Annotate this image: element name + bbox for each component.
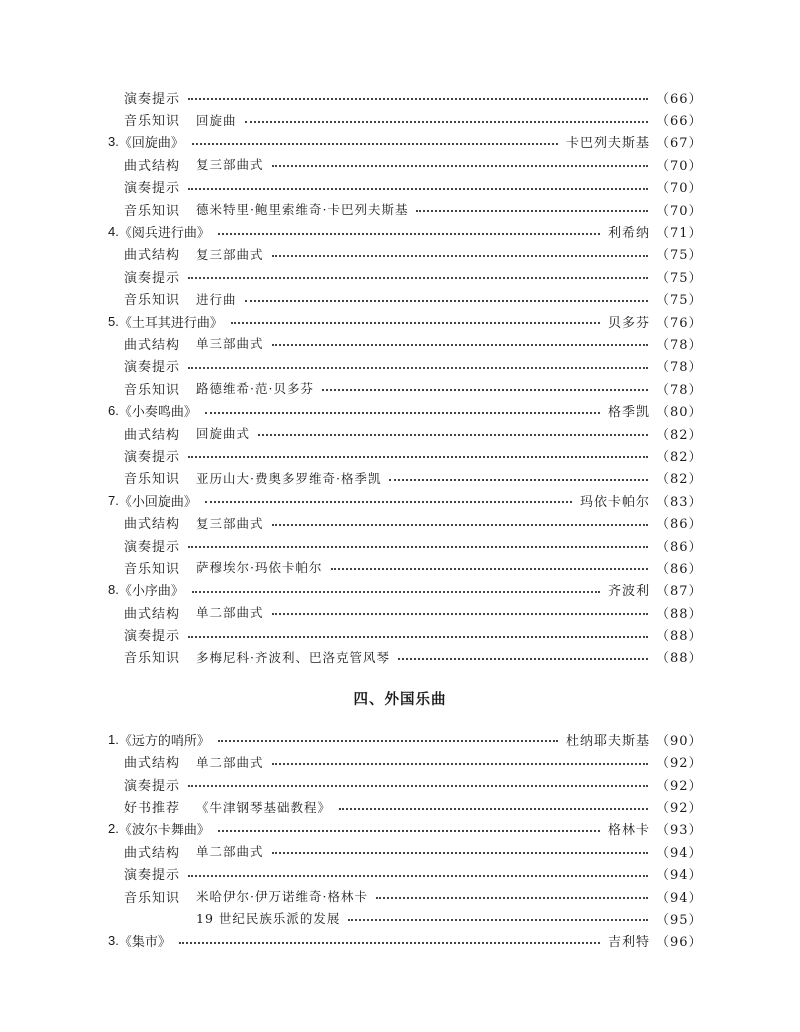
subentry-label: 音乐知识: [124, 472, 181, 488]
toc-subentry[interactable]: [0, 467, 800, 489]
dot-leader: [272, 613, 648, 615]
subentry-label: 曲式结构: [124, 158, 181, 174]
toc-subentry[interactable]: [0, 86, 800, 108]
entry-number: 7.: [108, 492, 119, 508]
page-number: （92）: [656, 778, 703, 794]
toc-entry[interactable]: [0, 930, 800, 952]
toc-subentry[interactable]: [0, 885, 800, 907]
page-number: （86）: [656, 539, 703, 555]
entry-title: 《远方的哨所》: [118, 733, 210, 749]
dot-leader: [205, 501, 572, 503]
dot-leader: [339, 808, 648, 810]
dot-leader: [188, 785, 648, 787]
dot-leader: [205, 412, 600, 414]
subentry-label: 曲式结构: [124, 517, 181, 533]
toc-subentry[interactable]: [0, 511, 800, 533]
entry-title: 《土耳其进行曲》: [118, 315, 223, 331]
dot-leader: [188, 875, 648, 877]
dot-leader: [188, 367, 648, 369]
dot-leader: [348, 919, 648, 921]
dot-leader: [188, 188, 648, 190]
subentry-label: 演奏提示: [124, 868, 181, 884]
dot-leader: [231, 322, 600, 324]
entry-title: 《小序曲》: [118, 584, 184, 600]
entry-title: 《波尔卡舞曲》: [118, 823, 210, 839]
page-number: （88）: [656, 651, 703, 667]
subentry-label: 曲式结构: [124, 248, 181, 264]
toc-entry[interactable]: [0, 131, 800, 153]
dot-leader: [389, 479, 648, 481]
dot-leader: [245, 121, 648, 123]
dot-leader: [272, 255, 648, 257]
entry-number: 1.: [108, 731, 119, 747]
subentry-text: 单三部曲式: [196, 336, 264, 352]
toc-subentry[interactable]: [0, 198, 800, 220]
entry-number: 5.: [108, 313, 119, 329]
entry-author: 齐波利: [607, 584, 650, 600]
toc-subentry[interactable]: [0, 288, 800, 310]
page-number: （94）: [656, 868, 703, 884]
toc-entry[interactable]: [0, 489, 800, 511]
subentry-text: 路德维希·范·贝多芬: [196, 381, 314, 397]
subentry-label: 演奏提示: [124, 360, 181, 376]
subentry-text: 萨穆埃尔·玛依卡帕尔: [196, 560, 323, 576]
page-number: （92）: [656, 801, 703, 817]
page-number: （92）: [656, 756, 703, 772]
page-number: （87）: [656, 584, 703, 600]
toc-subentry[interactable]: [0, 534, 800, 556]
entry-number: 4.: [108, 224, 119, 240]
toc-subentry[interactable]: [0, 332, 800, 354]
subentry-label: 演奏提示: [124, 270, 181, 286]
dot-leader: [272, 852, 648, 854]
page-number: （70）: [656, 181, 703, 197]
subentry-text: 单二部曲式: [196, 754, 264, 770]
page-number: （93）: [656, 823, 703, 839]
dot-leader: [218, 740, 558, 742]
section-title: 四、外国乐曲: [353, 690, 447, 708]
subentry-label: 曲式结构: [124, 845, 181, 861]
page-number: （88）: [656, 629, 703, 645]
subentry-text: 亚历山大·费奥多罗维奇·格季凯: [196, 470, 382, 486]
subentry-label: 好书推荐: [124, 801, 181, 817]
page-number: （75）: [656, 293, 703, 309]
toc-subentry[interactable]: [0, 108, 800, 130]
page-number: （86）: [656, 517, 703, 533]
subentry-label: 演奏提示: [124, 778, 181, 794]
subentry-label: 音乐知识: [124, 382, 181, 398]
toc-subentry[interactable]: [0, 243, 800, 265]
page-number: （66）: [656, 114, 703, 130]
toc-entry[interactable]: [0, 818, 800, 840]
page-number: （88）: [656, 606, 703, 622]
page-number: （66）: [656, 91, 703, 107]
page-number: （76）: [656, 315, 703, 331]
entry-author: 利希纳: [607, 226, 650, 242]
entry-author: 杜纳耶夫斯基: [565, 733, 650, 749]
toc-entry[interactable]: [0, 310, 800, 332]
subentry-label: 曲式结构: [124, 427, 181, 443]
subentry-label: 音乐知识: [124, 293, 181, 309]
entry-author: 格季凯: [607, 405, 650, 421]
page-number: （78）: [656, 360, 703, 376]
subentry-label: 音乐知识: [124, 203, 181, 219]
subentry-text: 复三部曲式: [196, 515, 264, 531]
entry-number: 3.: [108, 933, 119, 949]
entry-title: 《小奏鸣曲》: [118, 405, 197, 421]
page-number: （67）: [656, 136, 703, 152]
entry-author: 玛依卡帕尔: [579, 494, 650, 510]
dot-leader: [188, 456, 648, 458]
page-number: （70）: [656, 203, 703, 219]
toc-subentry[interactable]: [0, 176, 800, 198]
entry-number: 8.: [108, 582, 119, 598]
subentry-label: 音乐知识: [124, 890, 181, 906]
dot-leader: [192, 143, 558, 145]
subentry-label: 演奏提示: [124, 539, 181, 555]
subentry-text: 复三部曲式: [196, 157, 264, 173]
entry-title: 《阅兵进行曲》: [118, 226, 210, 242]
dot-leader: [188, 277, 648, 279]
subentry-text: 德米特里·鲍里索维奇·卡巴列夫斯基: [196, 202, 409, 218]
toc-entry[interactable]: [0, 728, 800, 750]
entry-title: 《小回旋曲》: [118, 494, 197, 510]
entry-number: 3.: [108, 134, 119, 150]
entry-author: 格林卡: [607, 823, 650, 839]
entry-title: 《集市》: [118, 935, 171, 951]
dot-leader: [398, 658, 648, 660]
dot-leader: [331, 568, 649, 570]
dot-leader: [322, 389, 648, 391]
entry-author: 贝多芬: [607, 315, 650, 331]
subentry-label: 音乐知识: [124, 561, 181, 577]
toc-subentry[interactable]: [0, 840, 800, 862]
toc-subentry[interactable]: [0, 601, 800, 623]
page-number: （70）: [656, 158, 703, 174]
dot-leader: [272, 344, 648, 346]
dot-leader: [272, 165, 648, 167]
dot-leader: [192, 591, 600, 593]
toc-subentry[interactable]: [0, 795, 800, 817]
toc-subentry[interactable]: [0, 907, 800, 929]
toc-subentry[interactable]: [0, 422, 800, 444]
toc-subentry[interactable]: [0, 444, 800, 466]
subentry-text: 单二部曲式: [196, 844, 264, 860]
subentry-text: 《牛津钢琴基础教程》: [196, 799, 332, 815]
subentry-text: 复三部曲式: [196, 246, 264, 262]
subentry-text: 单二部曲式: [196, 605, 264, 621]
subentry-label: 演奏提示: [124, 91, 181, 107]
toc-group-chinese-pieces: [0, 86, 800, 668]
page-number: （82）: [656, 472, 703, 488]
page-number: （78）: [656, 382, 703, 398]
page-number: （83）: [656, 494, 703, 510]
page-number: （78）: [656, 337, 703, 353]
page-number: （71）: [656, 226, 703, 242]
subentry-text: 回旋曲式: [196, 426, 251, 442]
toc-entry[interactable]: [0, 220, 800, 242]
subentry-label: 音乐知识: [124, 651, 181, 667]
entry-number: 2.: [108, 821, 119, 837]
dot-leader: [416, 210, 648, 212]
dot-leader: [376, 897, 648, 899]
subentry-text: 19 世纪民族乐派的发展: [196, 911, 341, 927]
toc-subentry[interactable]: [0, 355, 800, 377]
section-heading: [0, 668, 800, 728]
dot-leader: [188, 546, 648, 548]
toc-entry[interactable]: [0, 399, 800, 421]
toc-subentry[interactable]: [0, 556, 800, 578]
entry-author: 卡巴列夫斯基: [565, 136, 650, 152]
dot-leader: [188, 636, 648, 638]
page-number: （86）: [656, 561, 703, 577]
dot-leader: [188, 98, 648, 100]
subentry-text: 进行曲: [196, 291, 237, 307]
page-number: （75）: [656, 248, 703, 264]
dot-leader: [272, 524, 648, 526]
table-of-contents: [0, 86, 800, 952]
toc-subentry[interactable]: [0, 153, 800, 175]
subentry-label: 演奏提示: [124, 449, 181, 465]
subentry-label: 曲式结构: [124, 606, 181, 622]
toc-subentry[interactable]: [0, 377, 800, 399]
toc-entry[interactable]: [0, 579, 800, 601]
subentry-label: 曲式结构: [124, 337, 181, 353]
dot-leader: [258, 434, 648, 436]
dot-leader: [179, 942, 600, 944]
subentry-label: 演奏提示: [124, 181, 181, 197]
toc-subentry[interactable]: [0, 623, 800, 645]
page-number: （94）: [656, 845, 703, 861]
page-number: （96）: [656, 935, 703, 951]
toc-group-foreign-pieces: [0, 728, 800, 952]
page-number: （90）: [656, 733, 703, 749]
page-number: （82）: [656, 449, 703, 465]
page-number: （95）: [656, 912, 703, 928]
subentry-text: 多梅尼科·齐波利、巴洛克管风琴: [196, 649, 390, 665]
toc-subentry[interactable]: [0, 751, 800, 773]
dot-leader: [218, 830, 600, 832]
subentry-text: 米哈伊尔·伊万诺维奇·格林卡: [196, 889, 368, 905]
toc-subentry[interactable]: [0, 265, 800, 287]
dot-leader: [272, 763, 648, 765]
page-number: （75）: [656, 270, 703, 286]
entry-title: 《回旋曲》: [118, 136, 184, 152]
toc-subentry[interactable]: [0, 863, 800, 885]
toc-subentry[interactable]: [0, 773, 800, 795]
dot-leader: [245, 300, 648, 302]
page-number: （82）: [656, 427, 703, 443]
subentry-text: 回旋曲: [196, 112, 237, 128]
subentry-label: 音乐知识: [124, 114, 181, 130]
dot-leader: [218, 233, 600, 235]
subentry-label: 曲式结构: [124, 756, 181, 772]
entry-number: 6.: [108, 403, 119, 419]
entry-author: 吉利特: [607, 935, 650, 951]
page-number: （80）: [656, 405, 703, 421]
subentry-label: 演奏提示: [124, 629, 181, 645]
toc-subentry[interactable]: [0, 646, 800, 668]
page-number: （94）: [656, 890, 703, 906]
